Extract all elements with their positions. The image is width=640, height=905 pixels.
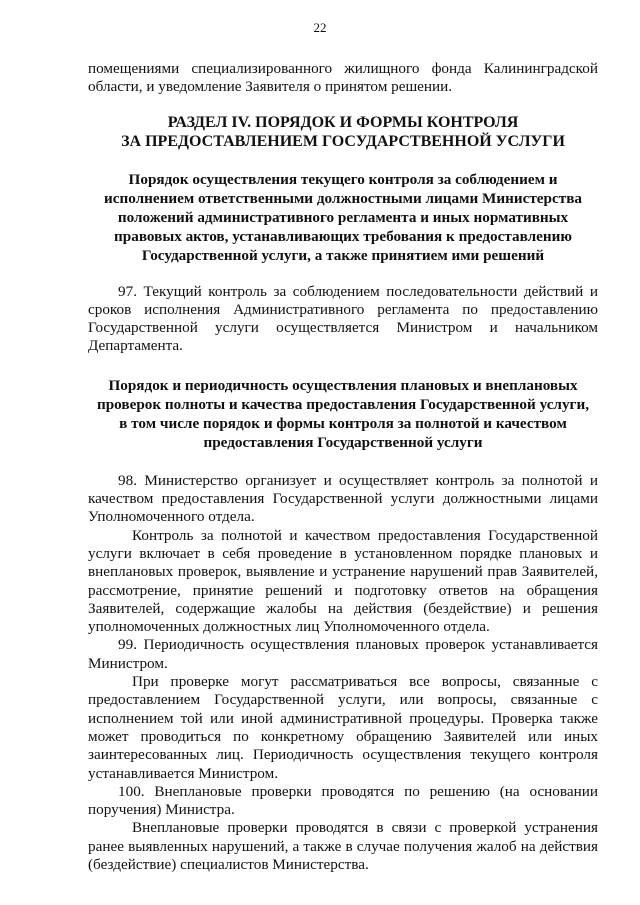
section-title (88, 113, 598, 151)
subsection-heading-line: исполнением ответственными должностными лицами Министерства (103, 189, 582, 207)
paragraph-100-continued: Внеплановые проверки проводятся в связи с проверкой устранения ранее выявленных нарушений, а также в случае получения жалоб на действия (бездействие) специалистов Министерства. (88, 819, 598, 874)
page-number: 22 (313, 20, 327, 35)
paragraph-99-continued: При проверке могут рассматриваться все вопросы, связанные с предоставлением Государственной услуги, или вопросы, связанные с исполнением той или иной административной процедуры. Проверка также может проводиться по конкретному обращению Заявителей или иных заинтересованных лиц. Периодичность осуществления текущего контроля устанавливается Министром. (88, 673, 598, 782)
paragraph-98-continued: Контроль за полнотой и качеством предоставления Государственной услуги включает в себя проведение в установленном порядке плановых и внеплановых проверок, выявление и устранение нарушений прав Заявителей, рассмотрение, принятие решений и подготовку ответов на обращения Заявителей, содержащие жалобы на действия (бездействие) и решения уполномоченных должностных лиц Уполномоченного отдела. (88, 526, 598, 636)
document-body (88, 60, 598, 874)
subsection-heading-line: правовых актов, устанавливающих требования к предоставлению (114, 227, 572, 245)
paragraph-98: 98. Министерство организует и осуществляет контроль за полнотой и качеством предоставления Государственной услуги должностными лицами Уполномоченного отдела. (88, 471, 598, 526)
subsection-heading-line: Порядок и периодичность осуществления плановых и внеплановых (108, 376, 578, 394)
intro-paragraph: помещениями специализированного жилищного фонда Калининградской области, и уведомление Заявителя о принятом решении. (88, 60, 598, 96)
subsection-heading-line: в том числе порядок и формы контроля за полнотой и качеством (119, 414, 567, 432)
paragraph-100: 100. Внеплановые проверки проводятся по решению (на основании поручения) Министра. (88, 782, 598, 819)
subsection-heading-line: предоставления Государственной услуги (203, 433, 483, 451)
section-title-line: ЗА ПРЕДОСТАВЛЕНИЕМ ГОСУДАРСТВЕННОЙ УСЛУГИ (121, 132, 565, 150)
subsection-heading-line: Государственной услуги, а также принятием ими решений (141, 246, 545, 264)
paragraph-99: 99. Периодичность осуществления плановых проверок устанавливается Министром. (88, 636, 598, 672)
subsection-heading-line: положений административного регламента и иных нормативных (117, 208, 569, 226)
subsection-heading (88, 376, 598, 452)
paragraph-97: 97. Текущий контроль за соблюдением последовательности действий и сроков исполнения Административного регламента по предоставлению Государственной услуги осуществляется Министром и начальником Департамента. (88, 282, 598, 355)
subsection-heading-line: Порядок осуществления текущего контроля за соблюдением и (128, 170, 558, 188)
subsection-heading (88, 170, 598, 265)
section-title-line: РАЗДЕЛ IV. ПОРЯДОК И ФОРМЫ КОНТРОЛЯ (167, 113, 519, 131)
subsection-heading-line: проверок полноты и качества предоставления Государственной услуги, (96, 395, 589, 413)
